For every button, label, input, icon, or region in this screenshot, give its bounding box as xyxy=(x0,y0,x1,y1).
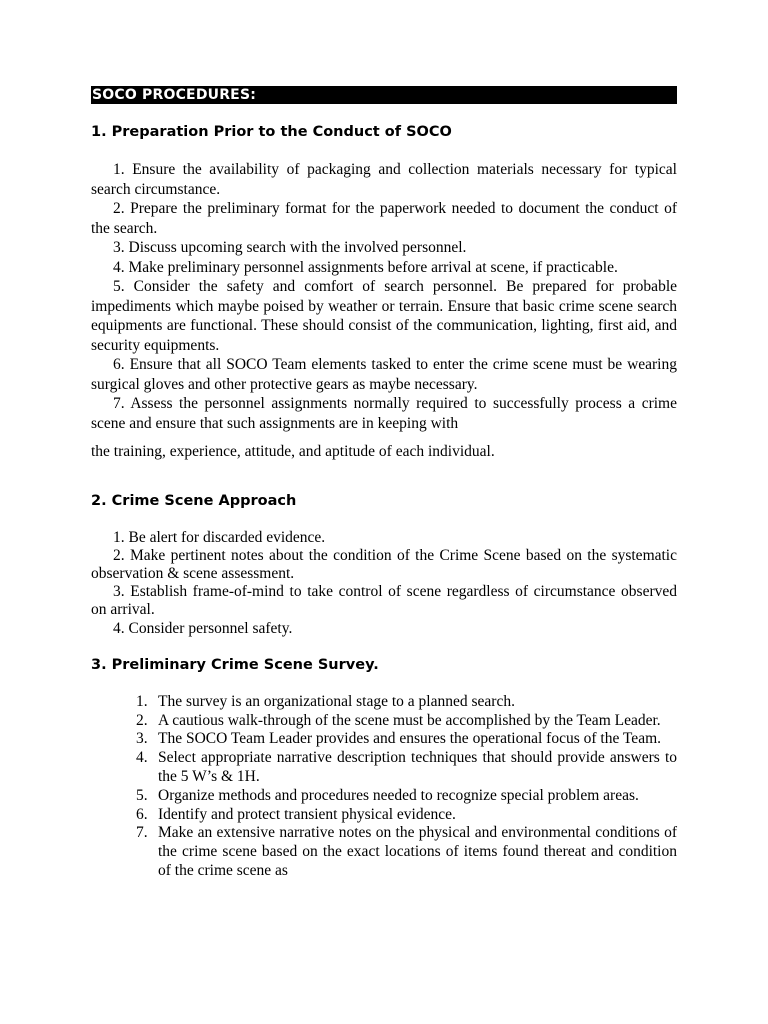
list-item-text: A cautious walk-through of the scene must be accomplished by the Team Leader. xyxy=(158,711,661,729)
list-item-text: Organize methods and procedures needed to recognize special problem areas. xyxy=(158,786,639,804)
list-item xyxy=(91,693,677,712)
list-item xyxy=(91,730,677,749)
list-item-number: 7. xyxy=(136,824,148,842)
list-item-number: 2. xyxy=(136,711,148,729)
list-item xyxy=(91,806,677,825)
list-item xyxy=(91,824,677,880)
section-2-list xyxy=(91,529,677,638)
list-item-number: 6. xyxy=(136,805,148,823)
list-item: 4. Consider personnel safety. xyxy=(113,619,293,637)
list-item: 6. Ensure that all SOCO Team elements tasked to enter the crime scene must be wearing surgical gloves and other protective gears as maybe necessary. xyxy=(91,356,677,393)
document-page xyxy=(91,86,677,881)
list-item xyxy=(91,787,677,806)
list-item-number: 3. xyxy=(136,730,148,748)
list-item-number: 4. xyxy=(136,749,148,767)
section-1-title: 1. Preparation Prior to the Conduct of SOCO xyxy=(91,124,452,140)
list-item xyxy=(91,712,677,731)
section-2-title: 2. Crime Scene Approach xyxy=(91,492,297,509)
list-item-number: 5. xyxy=(136,786,148,804)
list-item: 5. Consider the safety and comfort of search personnel. Be prepared for probable impediments which maybe poised by weather or terrain. Ensure that basic crime scene search equipments are functional. These should consist of the communication, lighting, first aid, and security equipments. xyxy=(91,278,677,354)
list-item xyxy=(91,749,677,787)
list-item: 2. Make pertinent notes about the condition of the Crime Scene based on the systematic observation & scene assessment. xyxy=(91,546,677,582)
section-1-list xyxy=(91,160,677,433)
section-banner: SOCO PROCEDURES: xyxy=(91,86,677,104)
list-item: 7. Assess the personnel assignments normally required to successfully process a crime scene and ensure that such assignments are in keeping with xyxy=(91,395,677,432)
list-item: 2. Prepare the preliminary format for the paperwork needed to document the conduct of the search. xyxy=(91,200,677,237)
section-1-trailing-text: the training, experience, attitude, and aptitude of each individual. xyxy=(91,443,495,460)
list-item: 4. Make preliminary personnel assignments before arrival at scene, if practicable. xyxy=(113,258,618,276)
section-3-title: 3. Preliminary Crime Scene Survey. xyxy=(91,656,379,673)
list-item: 1. Be alert for discarded evidence. xyxy=(113,528,326,546)
list-item-text: The SOCO Team Leader provides and ensures the operational focus of the Team. xyxy=(158,730,662,748)
list-item: 1. Ensure the availability of packaging and collection materials necessary for typical search circumstance. xyxy=(91,161,677,198)
section-3-list xyxy=(91,693,677,881)
list-item: 3. Establish frame-of-mind to take control of scene regardless of circumstance observed on arrival. xyxy=(91,583,677,619)
list-item-text: Select appropriate narrative description techniques that should provide answers to the 5 W’s & 1H. xyxy=(158,749,677,785)
list-item: 3. Discuss upcoming search with the involved personnel. xyxy=(113,239,467,256)
list-item-text: Make an extensive narrative notes on the physical and environmental conditions of the crime scene based on the exact locations of items found thereat and condition of the crime scene as xyxy=(158,824,677,879)
list-item-number: 1. xyxy=(136,692,148,710)
list-item-text: The survey is an organizational stage to a planned search. xyxy=(158,692,515,710)
list-item-text: Identify and protect transient physical evidence. xyxy=(158,805,456,823)
